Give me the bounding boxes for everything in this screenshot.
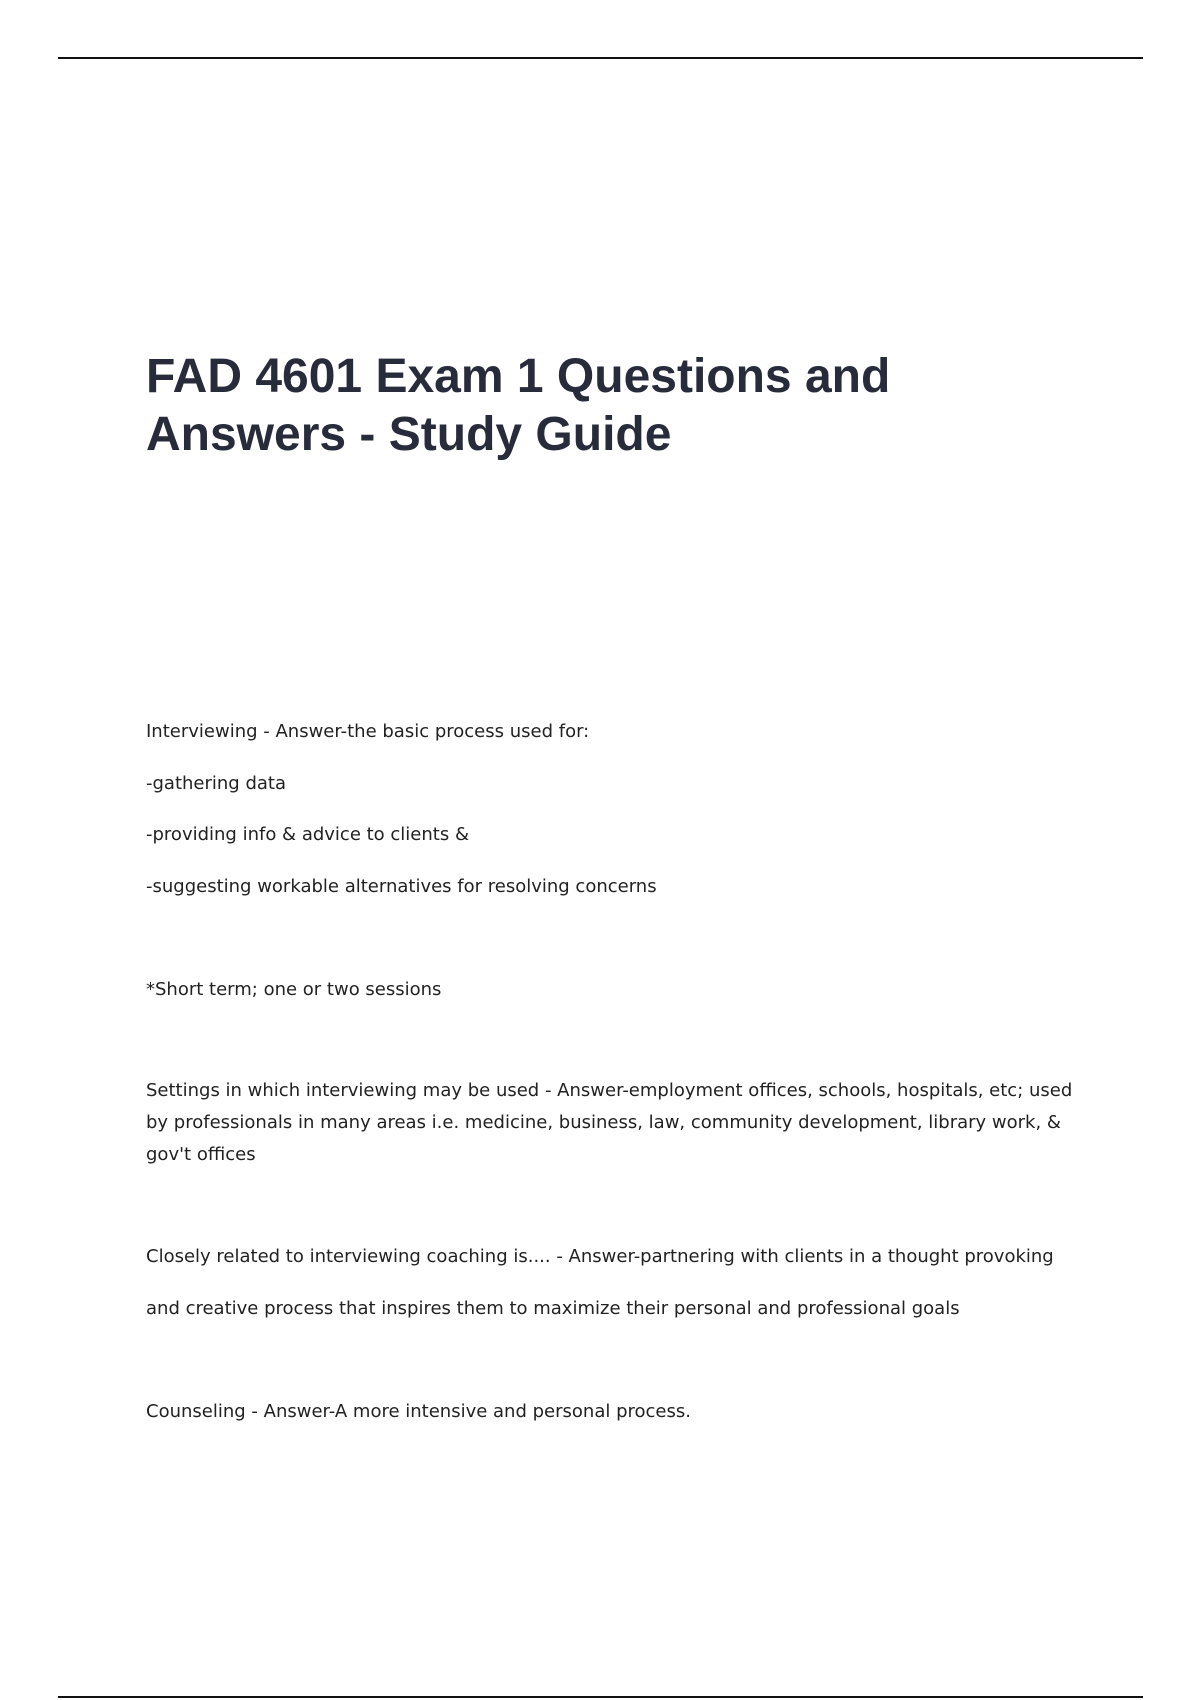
paragraph-counseling: Counseling - Answer-A more intensive and personal process. (146, 1401, 691, 1422)
paragraph-providing-info: -providing info & advice to clients & (146, 824, 469, 845)
paragraph-coaching-continued: and creative process that inspires them to maximize their personal and professional goals (146, 1298, 960, 1319)
paragraph-coaching: Closely related to interviewing coaching is.... - Answer-partnering with clients in a thought provoking (146, 1246, 1054, 1267)
paragraph-suggesting-alternatives: -suggesting workable alternatives for resolving concerns (146, 876, 657, 897)
paragraph-interviewing: Interviewing - Answer-the basic process used for: (146, 721, 590, 742)
paragraph-settings: Settings in which interviewing may be used - Answer-employment offices, schools, hospitals, etc; used by professionals in many areas i.e. medicine, business, law, community development, library work, & gov't offices (146, 1080, 1073, 1165)
document-title: FAD 4601 Exam 1 Questions and Answers - Study Guide (146, 350, 891, 461)
bottom-divider (58, 1696, 1143, 1698)
paragraph-short-term: *Short term; one or two sessions (146, 979, 442, 1000)
paragraph-gathering-data: -gathering data (146, 773, 286, 794)
top-divider (58, 57, 1143, 59)
